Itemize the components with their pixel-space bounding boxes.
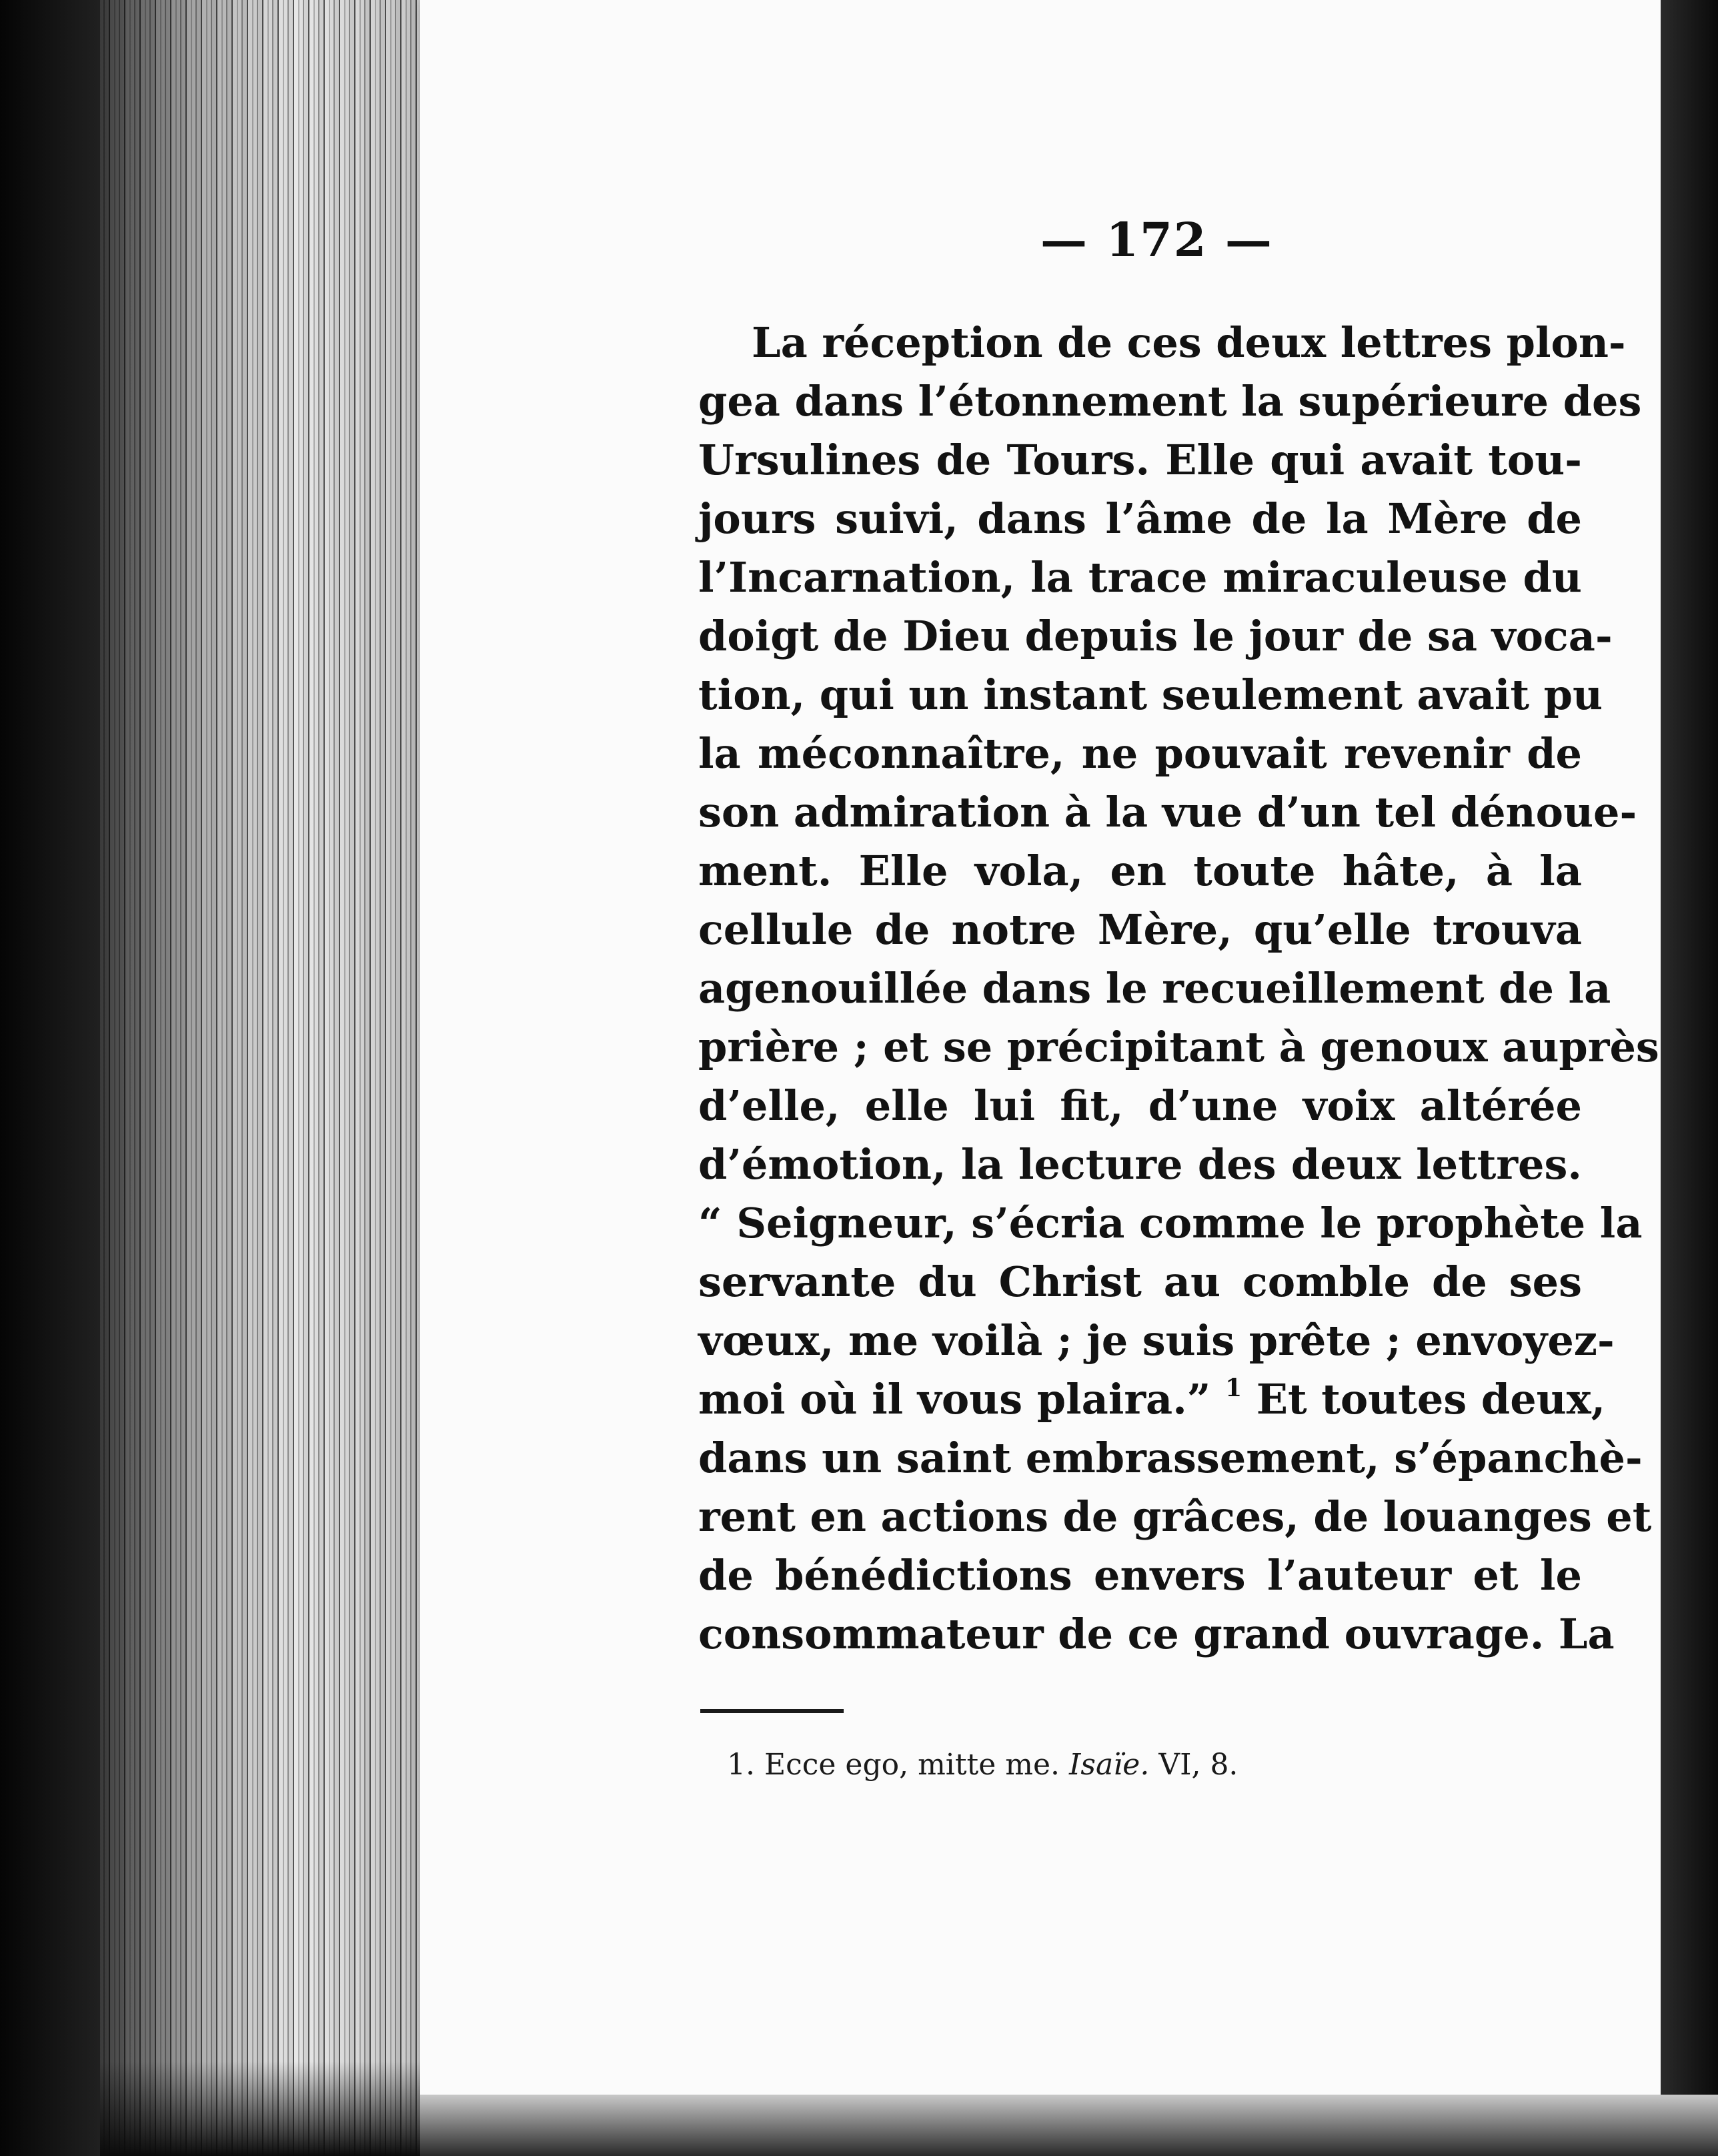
page-number: — 172 — [1040, 212, 1273, 267]
footnote-rule [700, 1709, 844, 1713]
scan-bottom-margin [420, 2095, 1718, 2156]
text-line: ment. Elle vola, en toute hâte, à la [698, 847, 1582, 895]
text-line: cellule de notre Mère, qu’elle trouva [698, 905, 1582, 954]
text-line: la méconnaître, ne pouvait revenir de [698, 729, 1582, 778]
text-line: consommateur de ce grand ouvrage. La [698, 1610, 1615, 1658]
text-line: Ursulines de Tours. Elle qui avait tou- [698, 436, 1582, 484]
footnote-reference: VI, 8. [1158, 1748, 1238, 1782]
footnote-text: Ecce ego, mitte me. [764, 1748, 1060, 1782]
footnote-source: Isaïe. [1069, 1748, 1150, 1782]
scan-right-margin [1661, 0, 1718, 2156]
text-line: agenouillée dans le recueillement de la [698, 964, 1611, 1013]
body-text [698, 314, 1659, 1664]
text-line: tion, qui un instant seulement avait pu [698, 670, 1603, 719]
text-line: La réception de ces deux lettres plon- [752, 318, 1626, 367]
text-line: dans un saint embrassement, s’épanchè- [698, 1434, 1643, 1482]
text-line: “ Seigneur, s’écria comme le prophète la [698, 1199, 1643, 1247]
text-line: d’elle, elle lui fit, d’une voix altérée [698, 1081, 1582, 1130]
footnote [727, 1748, 1394, 1782]
text-line: servante du Christ au comble de ses [698, 1257, 1582, 1306]
text-line: jours suivi, dans l’âme de la Mère de [698, 494, 1582, 543]
text-line: l’Incarnation, la trace miraculeuse du [698, 553, 1582, 602]
text-line: doigt de Dieu depuis le jour de sa voca- [698, 612, 1613, 660]
text-line: son admiration à la vue d’un tel dénoue- [698, 788, 1637, 837]
text-line: prière ; et se précipitant à genoux auprès [698, 1023, 1659, 1071]
text-line: d’émotion, la lecture des deux lettres. [698, 1140, 1582, 1189]
text-line-start: moi où il vous plaira.” [698, 1375, 1211, 1424]
book-page-edges [100, 0, 427, 2156]
page-edges-shadow [100, 2061, 434, 2156]
text-line: de bénédictions envers l’auteur et le [698, 1551, 1582, 1600]
text-line: vœux, me voilà ; je suis prête ; envoyez- [698, 1316, 1615, 1365]
text-line: gea dans l’étonnement la supérieure des [698, 377, 1642, 426]
footnote-marker: 1 [1225, 1374, 1242, 1402]
text-line-with-footnote [698, 1370, 1606, 1429]
text-line: rent en actions de grâces, de louanges et [698, 1492, 1652, 1541]
text-line-end: Et toutes deux, [1256, 1375, 1606, 1424]
footnote-number: 1. [727, 1748, 755, 1782]
